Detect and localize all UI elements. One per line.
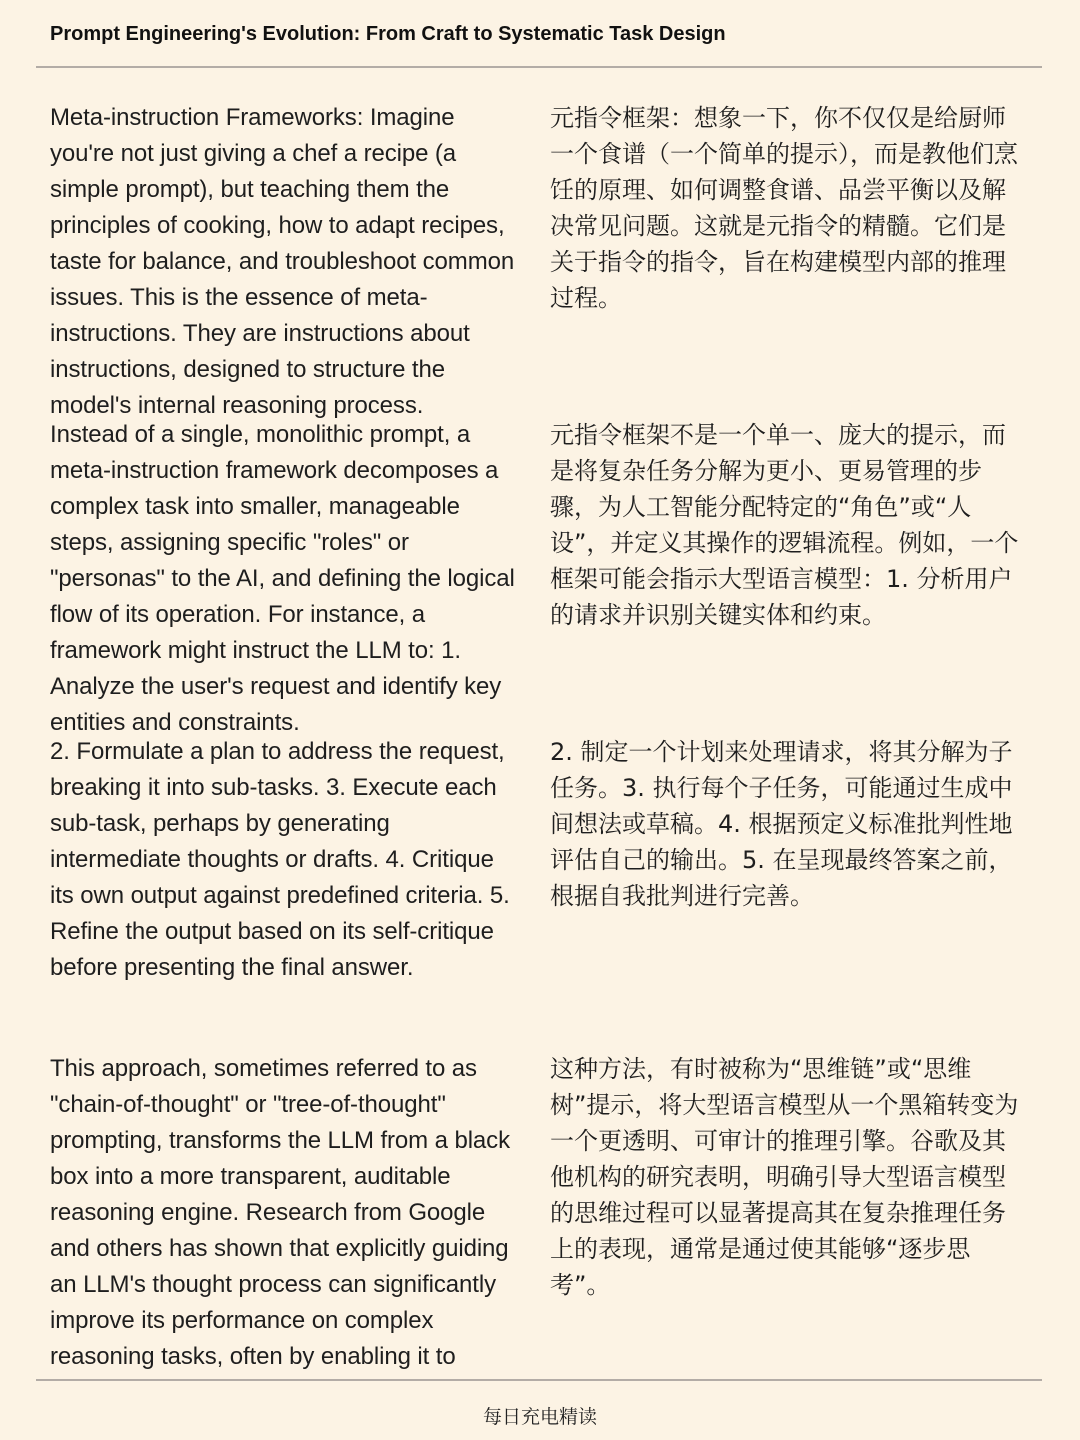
header (0, 0, 1080, 68)
paragraph-2-english: Instead of a single, monolithic prompt, a meta-instruction framework decomposes a complex task into smaller, manageable steps, assigning specific "roles" or "personas" to the AI, and defining the logical flow of its operation. For instance, a framework might instruct the LLM to: 1. Analyze the user's request and identify key entities and constraints. (50, 421, 515, 736)
paragraph-3-english: 2. Formulate a plan to address the request, breaking it into sub-tasks. 3. Execute each sub-task, perhaps by generating intermediate thoughts or drafts. 4. Critique its own output against predefined criteria. 5. Refine the output based on its self-critique before presenting the final answer. (50, 738, 510, 981)
bilingual-content (0, 68, 1080, 1379)
page-title: Prompt Engineering's Evolution: From Craft to Systematic Task Design (50, 23, 726, 45)
footer-label: 每日充电精读 (482, 1406, 597, 1428)
paragraph-3-chinese: 2. 制定一个计划来处理请求，将其分解为子任务。3. 执行每个子任务，可能通过生成中间想法或草稿。4. 根据预定义标准批判性地评估自己的输出。5. 在呈现最终答案之前，根据自我批判进行完善。 (550, 738, 1013, 910)
paragraph-2-chinese: 元指令框架不是一个单一、庞大的提示，而是将复杂任务分解为更小、更易管理的步骤，为人工智能分配特定的“角色”或“人设”，并定义其操作的逻辑流程。例如，一个框架可能会指示大型语言模型：1. 分析用户的请求并识别关键实体和约束。 (550, 421, 1019, 629)
footer (0, 1381, 1080, 1440)
paragraph-1-chinese: 元指令框架：想象一下，你不仅仅是给厨师一个食谱（一个简单的提示），而是教他们烹饪的原理、如何调整食谱、品尝平衡以及解决常见问题。这就是元指令的精髓。它们是关于指令的指令，旨在构建模型内部的推理过程。 (550, 104, 1018, 312)
paragraph-1-english: Meta-instruction Frameworks: Imagine you're not just giving a chef a recipe (a simple prompt), but teaching them the principles of cooking, how to adapt recipes, taste for balance, and troubleshoot common issues. This is the essence of meta-instructions. They are instructions about instructions, designed to structure the model's internal reasoning process. (50, 104, 515, 419)
paragraph-4-chinese: 这种方法，有时被称为“思维链”或“思维树”提示，将大型语言模型从一个黑箱转变为一个更透明、可审计的推理引擎。谷歌及其他机构的研究表明，明确引导大型语言模型的思维过程可以显著提高其在复杂推理任务上的表现，通常是通过使其能够“逐步思考”。 (550, 1055, 1019, 1299)
paragraph-4-english: This approach, sometimes referred to as "chain-of-thought" or "tree-of-thought" prompting, transforms the LLM from a black box into a more transparent, auditable reasoning engine. Research from Google and others has shown that explicitly guiding an LLM's thought process can significantly improve its performance on complex reasoning tasks, often by enabling it to (50, 1055, 510, 1370)
